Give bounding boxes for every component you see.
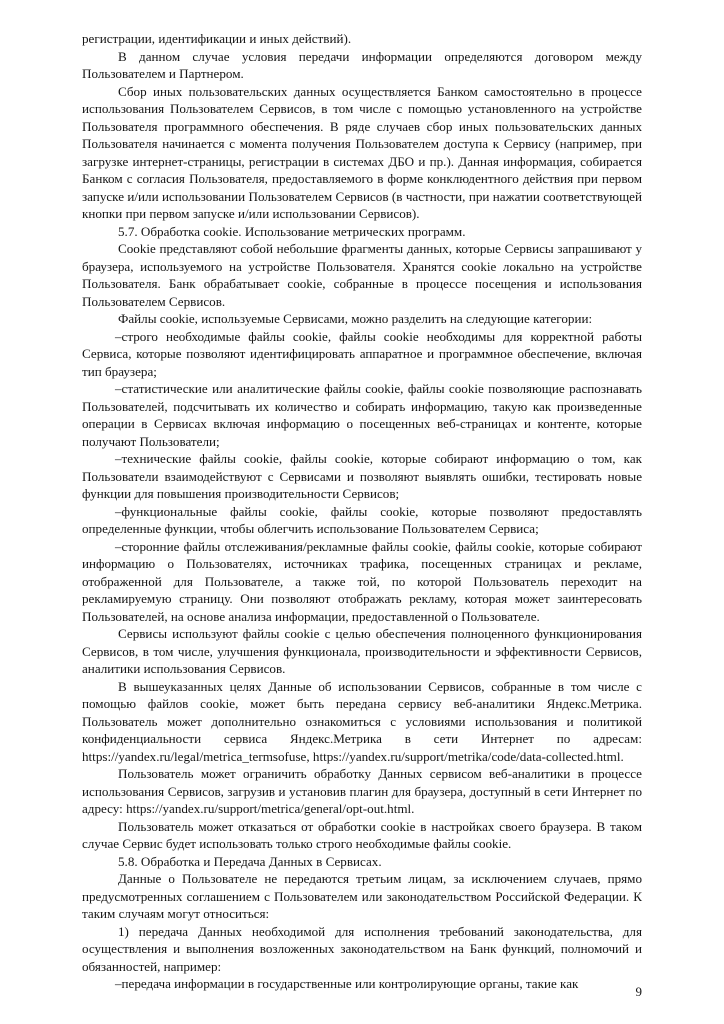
list-item-state-authorities-transfer: –передача информации в государственные или контролирующие органы, такие как [115,976,579,991]
heading-5-7-cookie-processing: 5.7. Обработка cookie. Использование метрических программ. [118,223,466,239]
paragraph-cookie-purpose: Сервисы используют файлы cookie с целью обеспечения полноценного функционирования Сервисов, в том числе, улучшения функционала, производительности и эффективности Сервисов, аналитики использования Сервисов. [82,626,642,676]
list-item-strictly-necessary-cookies: –строго необходимые файлы cookie, файлы cookie необходимы для корректной работы Сервиса, которые позволяют идентифицировать аппаратное и программное обеспечение, включая тип браузера; [82,328,642,379]
list-item-technical-cookies: –технические файлы cookie, файлы cookie, которые собирают информацию о том, как Пользователи взаимодействуют с Сервисами и позволяют выявлять ошибки, тестировать новые функции для повышения производительности Сервисов; [82,451,642,501]
paragraph-continuation: регистрации, идентификации и иных действий). [82,31,352,46]
heading-5-8-data-processing-transfer: 5.8. Обработка и Передача Данных в Сервисах. [118,853,382,869]
page-number: 9 [635,984,642,999]
paragraph-legal-requirement-transfer: 1) передача Данных необходимой для исполнения требований законодательства, для осуществления и выполнения возложенных законодательством на Банк функций, полномочий и обязанностей, например: [82,923,642,974]
paragraph-opt-out-plugin: Пользователь может ограничить обработку Данных сервисом веб-аналитики в процессе использования Сервисов, загрузив и установив плагин для браузера, доступный в сети Интернет по адресу: https://yandex.ru/support/metrica/general/opt-out.html. [82,766,642,816]
list-item-statistical-cookies: –статистические или аналитические файлы cookie, файлы cookie позволяющие распознавать Пользователей, подсчитывать их количество и собирать информацию, такую как произведенные операции в Сервисах включая информацию о посещенных веб-страницах и контенте, которые получают Пользователи; [82,381,642,449]
paragraph-cookie-definition: Cookie представляют собой небольшие фрагменты данных, которые Сервисы запрашивают у браузера, используемого на устройстве Пользователя. Хранятся cookie локально на устройстве Пользователя. Банк обрабатывает cookie, собранные в процессе посещения и использования Пользователем Сервисов. [82,241,642,309]
paragraph-yandex-metrica: В вышеуказанных целях Данные об использовании Сервисов, собранные в том числе с помощью файлов cookie, может быть передана сервису веб-аналитики Яндекс.Метрика. Пользователь может дополнительно ознакомиться с условиями использования и политикой конфиденциальности сервиса Яндекс.Метрика в сети Интернет по адресам: https://yandex.ru/legal/metrica_termsofuse, https://yandex.ru/support/metrika/code/data-collected.html. [82,678,642,764]
paragraph-other-user-data-collection: Сбор иных пользовательских данных осуществляется Банком самостоятельно в процессе использования Пользователем Сервисов, в том числе с помощью установленного на устройстве Пользователя программного обеспечения. В ряде случаев сбор иных пользовательских данных Пользователя начинается с момента получения Пользователем доступа к Сервису (например, при загрузке интернет-страницы, регистрации в системах ДБО и пр.). Данная информация, собирается Банком с согласия Пользователя, предоставляемого в форме конклюдентного действия при первом запуске и/или использовании Пользователем Сервисов (в частности, при нажатии соответствующей кнопки при первом запуске и/или использовании Сервисов). [82,83,642,221]
paragraph-third-party-exceptions: Данные о Пользователе не передаются третьим лицам, за исключением случаев, прямо предусмотренных соглашением с Пользователем или законодательством Российской Федерации. К таким случаям могут относиться: [82,871,642,921]
paragraph-cookie-categories-intro: Файлы cookie, используемые Сервисами, можно разделить на следующие категории: [118,311,593,326]
paragraph-cookie-refusal: Пользователь может отказаться от обработки cookie в настройках своего браузера. В таком случае Сервис будет использовать только строго необходимые файлы cookie. [82,818,642,851]
document-body [82,30,642,993]
list-item-third-party-tracking-cookies: –сторонние файлы отслеживания/рекламные файлы cookie, файлы cookie, которые собирают информацию о Пользователях, источниках трафика, посещенных страницах и рекламе, отображенной для Пользователе, а также той, по которой Пользователь переходит на рекламируемую страницу. Они позволяют отображать рекламу, которая может заинтересовать Пользователей, на основе анализа информации, предоставленной о Пользователе. [82,538,642,624]
list-item-functional-cookies: –функциональные файлы cookie, файлы cookie, которые позволяют предоставлять определенные функции, чтобы облегчить использование Пользователем Сервиса; [82,503,642,536]
paragraph-transfer-conditions: В данном случае условия передачи информации определяются договором между Пользователем и Партнером. [82,48,642,81]
